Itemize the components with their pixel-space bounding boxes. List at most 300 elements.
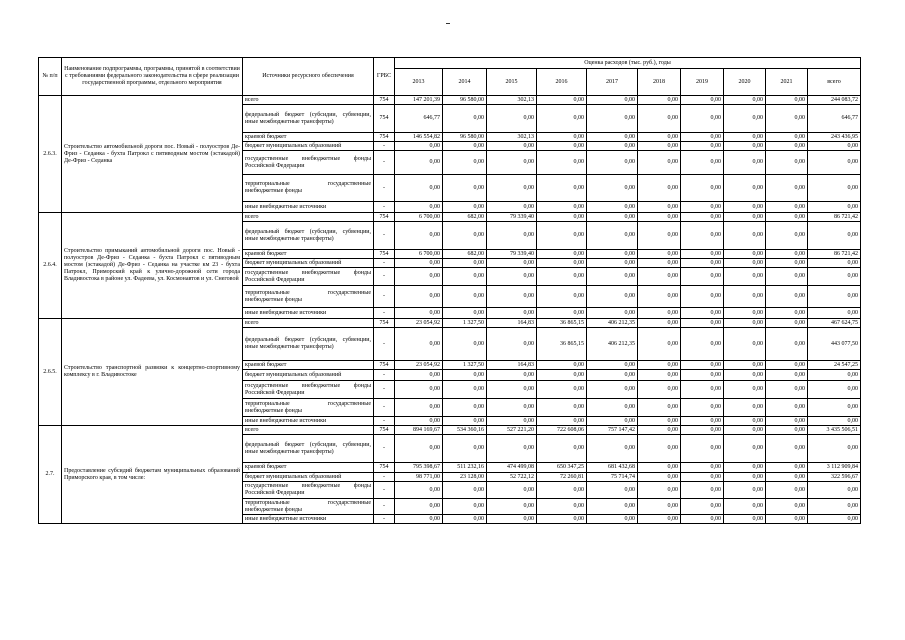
amount-cell-2018: 0,00 xyxy=(638,142,681,151)
amount-cell-2020: 0,00 xyxy=(724,515,766,524)
amount-cell-2017: 0,00 xyxy=(587,175,638,202)
amount-cell-2020: 0,00 xyxy=(724,105,766,133)
amount-cell-2018: 0,00 xyxy=(638,381,681,399)
amount-cell-2019: 0,00 xyxy=(681,463,724,473)
amount-cell-2014: 0,00 xyxy=(443,151,487,175)
amount-cell-2021: 0,00 xyxy=(766,96,808,105)
header-name: Наименование подпрограммы, программы, принятой в соответствии с требованиями федерального законодательства в сфере реализации государственной программы, отдельного мероприятия xyxy=(62,58,243,96)
item-number: 2.6.3. xyxy=(39,96,62,213)
amount-cell-2015: 0,00 xyxy=(487,417,537,426)
amount-cell-всего: 646,77 xyxy=(808,105,861,133)
amount-cell-всего: 0,00 xyxy=(808,417,861,426)
amount-cell-всего: 0,00 xyxy=(808,482,861,499)
amount-cell-2016: 722 608,06 xyxy=(537,426,587,435)
amount-cell-2017: 0,00 xyxy=(587,268,638,286)
funding-source: краевой бюджет xyxy=(243,250,374,259)
amount-cell-2013: 0,00 xyxy=(395,268,443,286)
amount-cell-2021: 0,00 xyxy=(766,417,808,426)
amount-cell-2020: 0,00 xyxy=(724,463,766,473)
grbs-code: - xyxy=(374,328,395,361)
amount-cell-2019: 0,00 xyxy=(681,175,724,202)
amount-cell-всего: 0,00 xyxy=(808,499,861,515)
amount-cell-2018: 0,00 xyxy=(638,105,681,133)
amount-cell-2021: 0,00 xyxy=(766,175,808,202)
amount-cell-2017: 757 147,42 xyxy=(587,426,638,435)
funding-source: территориальные государственные внебюджетные фонды xyxy=(243,399,374,417)
amount-cell-2017: 0,00 xyxy=(587,133,638,142)
item-name: Строительство автомобильной дороги пос. Новый - полуостров Де-Фриз - Седанка - бухта Патрокл с пятиводным мостом (эстакадой) Де-Фриз - Седанка xyxy=(62,96,243,213)
amount-cell-2014: 0,00 xyxy=(443,286,487,308)
amount-cell-2015: 164,83 xyxy=(487,361,537,370)
grbs-code: - xyxy=(374,381,395,399)
amount-cell-2019: 0,00 xyxy=(681,435,724,463)
grbs-code: 754 xyxy=(374,319,395,328)
amount-cell-2016: 0,00 xyxy=(537,268,587,286)
amount-cell-2016: 0,00 xyxy=(537,142,587,151)
amount-cell-2019: 0,00 xyxy=(681,370,724,381)
header-year-3: 2015 xyxy=(487,69,537,96)
amount-cell-2016: 0,00 xyxy=(537,175,587,202)
amount-cell-2020: 0,00 xyxy=(724,96,766,105)
amount-cell-всего: 3 112 909,84 xyxy=(808,463,861,473)
amount-cell-2016: 0,00 xyxy=(537,105,587,133)
amount-cell-2013: 0,00 xyxy=(395,515,443,524)
amount-cell-2013: 0,00 xyxy=(395,381,443,399)
amount-cell-2016: 0,00 xyxy=(537,435,587,463)
amount-cell-всего: 0,00 xyxy=(808,175,861,202)
amount-cell-всего: 86 721,42 xyxy=(808,213,861,222)
amount-cell-2017: 0,00 xyxy=(587,259,638,268)
amount-cell-2020: 0,00 xyxy=(724,213,766,222)
amount-cell-2015: 302,13 xyxy=(487,133,537,142)
funding-source: государственные внебюджетные фонды Российской Федерации xyxy=(243,482,374,499)
amount-cell-2014: 1 327,50 xyxy=(443,319,487,328)
amount-cell-2020: 0,00 xyxy=(724,499,766,515)
amount-cell-2016: 0,00 xyxy=(537,250,587,259)
amount-cell-2021: 0,00 xyxy=(766,151,808,175)
amount-cell-2013: 0,00 xyxy=(395,308,443,319)
amount-cell-2016: 0,00 xyxy=(537,222,587,250)
amount-cell-2014: 0,00 xyxy=(443,435,487,463)
amount-cell-2017: 0,00 xyxy=(587,435,638,463)
funding-source: иные внебюджетные источники xyxy=(243,308,374,319)
amount-cell-2020: 0,00 xyxy=(724,286,766,308)
amount-cell-2018: 0,00 xyxy=(638,515,681,524)
amount-cell-2014: 0,00 xyxy=(443,268,487,286)
table-row xyxy=(39,96,861,105)
funding-source: федеральный бюджет (субсидии, субвенции, иные межбюджетные трансферты) xyxy=(243,435,374,463)
amount-cell-2020: 0,00 xyxy=(724,381,766,399)
amount-cell-2018: 0,00 xyxy=(638,328,681,361)
amount-cell-2021: 0,00 xyxy=(766,105,808,133)
grbs-code: - xyxy=(374,399,395,417)
amount-cell-2020: 0,00 xyxy=(724,482,766,499)
funding-source: государственные внебюджетные фонды Российской Федерации xyxy=(243,151,374,175)
amount-cell-2013: 0,00 xyxy=(395,328,443,361)
grbs-code: - xyxy=(374,435,395,463)
amount-cell-2013: 646,77 xyxy=(395,105,443,133)
funding-source: всего xyxy=(243,319,374,328)
amount-cell-всего: 24 547,25 xyxy=(808,361,861,370)
amount-cell-2020: 0,00 xyxy=(724,426,766,435)
amount-cell-2018: 0,00 xyxy=(638,175,681,202)
funding-source: территориальные государственные внебюджетные фонды xyxy=(243,286,374,308)
amount-cell-2020: 0,00 xyxy=(724,142,766,151)
amount-cell-2015: 0,00 xyxy=(487,328,537,361)
amount-cell-2014: 0,00 xyxy=(443,417,487,426)
amount-cell-всего: 0,00 xyxy=(808,370,861,381)
amount-cell-2014: 511 232,16 xyxy=(443,463,487,473)
grbs-code: 754 xyxy=(374,105,395,133)
amount-cell-2017: 0,00 xyxy=(587,515,638,524)
header-year-5: 2017 xyxy=(587,69,638,96)
amount-cell-2016: 0,00 xyxy=(537,151,587,175)
funding-source: федеральный бюджет (субсидии, субвенции, иные межбюджетные трансферты) xyxy=(243,222,374,250)
amount-cell-всего: 86 721,42 xyxy=(808,250,861,259)
item-name: Предоставление субсидий бюджетам муниципальных образований Приморского края, в том числе: xyxy=(62,426,243,524)
grbs-code: - xyxy=(374,286,395,308)
amount-cell-2016: 0,00 xyxy=(537,308,587,319)
amount-cell-2019: 0,00 xyxy=(681,133,724,142)
grbs-code: - xyxy=(374,370,395,381)
amount-cell-2013: 894 169,67 xyxy=(395,426,443,435)
grbs-code: 754 xyxy=(374,361,395,370)
amount-cell-всего: 443 077,50 xyxy=(808,328,861,361)
amount-cell-2018: 0,00 xyxy=(638,259,681,268)
funding-source: бюджет муниципальных образований xyxy=(243,142,374,151)
amount-cell-2015: 0,00 xyxy=(487,142,537,151)
amount-cell-2016: 0,00 xyxy=(537,259,587,268)
amount-cell-2013: 147 201,39 xyxy=(395,96,443,105)
amount-cell-2015: 0,00 xyxy=(487,286,537,308)
amount-cell-2021: 0,00 xyxy=(766,482,808,499)
amount-cell-2019: 0,00 xyxy=(681,515,724,524)
amount-cell-всего: 0,00 xyxy=(808,308,861,319)
grbs-code: 754 xyxy=(374,133,395,142)
amount-cell-всего: 0,00 xyxy=(808,151,861,175)
amount-cell-2016: 0,00 xyxy=(537,133,587,142)
amount-cell-2017: 0,00 xyxy=(587,286,638,308)
funding-source: иные внебюджетные источники xyxy=(243,417,374,426)
amount-cell-2015: 164,83 xyxy=(487,319,537,328)
amount-cell-2021: 0,00 xyxy=(766,250,808,259)
amount-cell-2014: 0,00 xyxy=(443,105,487,133)
amount-cell-2019: 0,00 xyxy=(681,381,724,399)
funding-source: краевой бюджет xyxy=(243,463,374,473)
amount-cell-2013: 0,00 xyxy=(395,370,443,381)
funding-source: всего xyxy=(243,426,374,435)
header-year-4: 2016 xyxy=(537,69,587,96)
grbs-code: - xyxy=(374,151,395,175)
amount-cell-2019: 0,00 xyxy=(681,96,724,105)
amount-cell-2018: 0,00 xyxy=(638,417,681,426)
amount-cell-2018: 0,00 xyxy=(638,268,681,286)
amount-cell-2014: 96 580,00 xyxy=(443,96,487,105)
amount-cell-2017: 0,00 xyxy=(587,482,638,499)
amount-cell-2021: 0,00 xyxy=(766,463,808,473)
amount-cell-2020: 0,00 xyxy=(724,370,766,381)
amount-cell-2014: 0,00 xyxy=(443,142,487,151)
grbs-code: 754 xyxy=(374,213,395,222)
amount-cell-2017: 0,00 xyxy=(587,96,638,105)
amount-cell-2015: 302,13 xyxy=(487,96,537,105)
table-row xyxy=(39,213,861,222)
amount-cell-2018: 0,00 xyxy=(638,463,681,473)
header-year-6: 2018 xyxy=(638,69,681,96)
amount-cell-2016: 0,00 xyxy=(537,417,587,426)
amount-cell-всего: 0,00 xyxy=(808,142,861,151)
header-year-7: 2019 xyxy=(681,69,724,96)
amount-cell-2014: 0,00 xyxy=(443,399,487,417)
amount-cell-2019: 0,00 xyxy=(681,426,724,435)
amount-cell-всего: 244 083,72 xyxy=(808,96,861,105)
amount-cell-2014: 682,00 xyxy=(443,213,487,222)
amount-cell-2017: 0,00 xyxy=(587,142,638,151)
amount-cell-2013: 146 554,82 xyxy=(395,133,443,142)
header-grbs: ГРБС xyxy=(374,58,395,96)
funding-source: бюджет муниципальных образований xyxy=(243,473,374,482)
amount-cell-2021: 0,00 xyxy=(766,259,808,268)
amount-cell-2019: 0,00 xyxy=(681,319,724,328)
amount-cell-2013: 6 700,00 xyxy=(395,213,443,222)
amount-cell-2013: 0,00 xyxy=(395,202,443,213)
amount-cell-2019: 0,00 xyxy=(681,361,724,370)
amount-cell-2015: 0,00 xyxy=(487,308,537,319)
amount-cell-2019: 0,00 xyxy=(681,308,724,319)
amount-cell-2021: 0,00 xyxy=(766,399,808,417)
amount-cell-2019: 0,00 xyxy=(681,482,724,499)
amount-cell-2015: 0,00 xyxy=(487,151,537,175)
grbs-code: - xyxy=(374,308,395,319)
amount-cell-2014: 23 128,00 xyxy=(443,473,487,482)
amount-cell-2018: 0,00 xyxy=(638,426,681,435)
amount-cell-2016: 72 260,81 xyxy=(537,473,587,482)
amount-cell-2018: 0,00 xyxy=(638,96,681,105)
amount-cell-2015: 0,00 xyxy=(487,222,537,250)
amount-cell-2021: 0,00 xyxy=(766,361,808,370)
funding-source: иные внебюджетные источники xyxy=(243,202,374,213)
header-year-9: 2021 xyxy=(766,69,808,96)
grbs-code: - xyxy=(374,202,395,213)
grbs-code: 754 xyxy=(374,463,395,473)
amount-cell-2020: 0,00 xyxy=(724,473,766,482)
amount-cell-2018: 0,00 xyxy=(638,499,681,515)
amount-cell-2019: 0,00 xyxy=(681,151,724,175)
amount-cell-2021: 0,00 xyxy=(766,268,808,286)
amount-cell-2017: 0,00 xyxy=(587,151,638,175)
amount-cell-всего: 0,00 xyxy=(808,268,861,286)
grbs-code: - xyxy=(374,175,395,202)
header-row-top xyxy=(39,58,861,69)
amount-cell-2013: 6 700,00 xyxy=(395,250,443,259)
funding-source: территориальные государственные внебюджетные фонды xyxy=(243,499,374,515)
amount-cell-2021: 0,00 xyxy=(766,499,808,515)
grbs-code: - xyxy=(374,142,395,151)
amount-cell-2018: 0,00 xyxy=(638,286,681,308)
amount-cell-2013: 23 054,92 xyxy=(395,319,443,328)
amount-cell-2017: 681 432,68 xyxy=(587,463,638,473)
amount-cell-2016: 36 865,15 xyxy=(537,319,587,328)
amount-cell-2016: 0,00 xyxy=(537,499,587,515)
amount-cell-2013: 23 054,92 xyxy=(395,361,443,370)
amount-cell-2017: 0,00 xyxy=(587,213,638,222)
amount-cell-2016: 0,00 xyxy=(537,286,587,308)
amount-cell-всего: 0,00 xyxy=(808,515,861,524)
grbs-code: - xyxy=(374,268,395,286)
amount-cell-2019: 0,00 xyxy=(681,105,724,133)
amount-cell-2019: 0,00 xyxy=(681,142,724,151)
amount-cell-2018: 0,00 xyxy=(638,250,681,259)
amount-cell-2015: 79 339,40 xyxy=(487,213,537,222)
amount-cell-2015: 0,00 xyxy=(487,259,537,268)
funding-source: бюджет муниципальных образований xyxy=(243,259,374,268)
amount-cell-2021: 0,00 xyxy=(766,435,808,463)
expense-table xyxy=(38,57,861,524)
amount-cell-2015: 0,00 xyxy=(487,499,537,515)
amount-cell-2016: 650 347,25 xyxy=(537,463,587,473)
grbs-code: - xyxy=(374,222,395,250)
amount-cell-всего: 0,00 xyxy=(808,381,861,399)
amount-cell-2016: 0,00 xyxy=(537,213,587,222)
amount-cell-2017: 0,00 xyxy=(587,417,638,426)
amount-cell-2018: 0,00 xyxy=(638,482,681,499)
amount-cell-2019: 0,00 xyxy=(681,473,724,482)
amount-cell-2016: 0,00 xyxy=(537,381,587,399)
amount-cell-2020: 0,00 xyxy=(724,328,766,361)
amount-cell-2015: 0,00 xyxy=(487,268,537,286)
amount-cell-2021: 0,00 xyxy=(766,308,808,319)
item-name: Строительство примыканий автомобильной дороги пос. Новый - полуостров Де-Фриз - Седанка - бухта Патрокл с пятиводным мостом (эстакадой) Де-Фриз - Седанка на участке км 23 - бухта Патрокл, Приморский край к улично-дорожной сети города Владивостока в районе ул. Фадеева, ул. Космонавтов и ул. Снеговой xyxy=(62,213,243,319)
amount-cell-2013: 0,00 xyxy=(395,435,443,463)
funding-source: государственные внебюджетные фонды Российской Федерации xyxy=(243,381,374,399)
funding-source: иные внебюджетные источники xyxy=(243,515,374,524)
funding-source: всего xyxy=(243,96,374,105)
amount-cell-2019: 0,00 xyxy=(681,286,724,308)
amount-cell-2019: 0,00 xyxy=(681,399,724,417)
amount-cell-2014: 0,00 xyxy=(443,328,487,361)
amount-cell-2013: 0,00 xyxy=(395,175,443,202)
amount-cell-всего: 467 624,75 xyxy=(808,319,861,328)
amount-cell-2021: 0,00 xyxy=(766,381,808,399)
amount-cell-2020: 0,00 xyxy=(724,417,766,426)
grbs-code: 754 xyxy=(374,96,395,105)
amount-cell-2020: 0,00 xyxy=(724,435,766,463)
amount-cell-2015: 0,00 xyxy=(487,370,537,381)
header-year-8: 2020 xyxy=(724,69,766,96)
amount-cell-всего: 0,00 xyxy=(808,259,861,268)
amount-cell-2015: 52 722,12 xyxy=(487,473,537,482)
amount-cell-2016: 0,00 xyxy=(537,399,587,417)
amount-cell-2021: 0,00 xyxy=(766,319,808,328)
amount-cell-2014: 0,00 xyxy=(443,499,487,515)
amount-cell-всего: 0,00 xyxy=(808,399,861,417)
funding-source: бюджет муниципальных образований xyxy=(243,370,374,381)
amount-cell-2020: 0,00 xyxy=(724,250,766,259)
amount-cell-2018: 0,00 xyxy=(638,151,681,175)
amount-cell-2013: 98 771,00 xyxy=(395,473,443,482)
amount-cell-2016: 0,00 xyxy=(537,482,587,499)
amount-cell-2014: 0,00 xyxy=(443,222,487,250)
amount-cell-2013: 0,00 xyxy=(395,151,443,175)
amount-cell-2017: 0,00 xyxy=(587,202,638,213)
amount-cell-2017: 0,00 xyxy=(587,499,638,515)
amount-cell-2019: 0,00 xyxy=(681,259,724,268)
amount-cell-2018: 0,00 xyxy=(638,399,681,417)
amount-cell-2017: 0,00 xyxy=(587,222,638,250)
amount-cell-всего: 0,00 xyxy=(808,435,861,463)
amount-cell-всего: 0,00 xyxy=(808,286,861,308)
amount-cell-2015: 0,00 xyxy=(487,175,537,202)
amount-cell-2019: 0,00 xyxy=(681,213,724,222)
amount-cell-2018: 0,00 xyxy=(638,319,681,328)
amount-cell-2017: 0,00 xyxy=(587,361,638,370)
amount-cell-2014: 534 360,16 xyxy=(443,426,487,435)
amount-cell-2018: 0,00 xyxy=(638,308,681,319)
amount-cell-всего: 0,00 xyxy=(808,202,861,213)
item-name: Строительство транспортной развязки к концертно-спортивному комплексу в г. Владивостоке xyxy=(62,319,243,426)
grbs-code: - xyxy=(374,417,395,426)
amount-cell-2015: 0,00 xyxy=(487,515,537,524)
table-row xyxy=(39,319,861,328)
amount-cell-2014: 0,00 xyxy=(443,370,487,381)
grbs-code: - xyxy=(374,473,395,482)
amount-cell-2018: 0,00 xyxy=(638,435,681,463)
amount-cell-2016: 0,00 xyxy=(537,370,587,381)
amount-cell-2019: 0,00 xyxy=(681,222,724,250)
amount-cell-2018: 0,00 xyxy=(638,473,681,482)
amount-cell-2013: 0,00 xyxy=(395,222,443,250)
funding-source: краевой бюджет xyxy=(243,133,374,142)
amount-cell-всего: 0,00 xyxy=(808,222,861,250)
amount-cell-2021: 0,00 xyxy=(766,133,808,142)
header-year-2: 2014 xyxy=(443,69,487,96)
amount-cell-2018: 0,00 xyxy=(638,202,681,213)
amount-cell-2016: 0,00 xyxy=(537,361,587,370)
amount-cell-2014: 0,00 xyxy=(443,515,487,524)
grbs-code: 754 xyxy=(374,426,395,435)
amount-cell-2021: 0,00 xyxy=(766,286,808,308)
amount-cell-2015: 0,00 xyxy=(487,482,537,499)
amount-cell-2016: 0,00 xyxy=(537,96,587,105)
amount-cell-2019: 0,00 xyxy=(681,250,724,259)
amount-cell-2015: 527 221,20 xyxy=(487,426,537,435)
header-source: Источники ресурсного обеспечения xyxy=(243,58,374,96)
item-number: 2.6.4. xyxy=(39,213,62,319)
amount-cell-2013: 0,00 xyxy=(395,482,443,499)
amount-cell-2021: 0,00 xyxy=(766,473,808,482)
amount-cell-2015: 0,00 xyxy=(487,381,537,399)
amount-cell-2016: 0,00 xyxy=(537,202,587,213)
amount-cell-2021: 0,00 xyxy=(766,328,808,361)
amount-cell-2020: 0,00 xyxy=(724,399,766,417)
amount-cell-2018: 0,00 xyxy=(638,361,681,370)
amount-cell-2014: 1 327,50 xyxy=(443,361,487,370)
header-estimate: Оценка расходов (тыс. руб.), годы xyxy=(395,58,861,69)
amount-cell-2014: 682,00 xyxy=(443,250,487,259)
amount-cell-2020: 0,00 xyxy=(724,308,766,319)
funding-source: территориальные государственные внебюджетные фонды xyxy=(243,175,374,202)
amount-cell-2014: 0,00 xyxy=(443,482,487,499)
amount-cell-2020: 0,00 xyxy=(724,133,766,142)
amount-cell-2014: 0,00 xyxy=(443,259,487,268)
amount-cell-2017: 406 212,35 xyxy=(587,328,638,361)
amount-cell-2016: 36 865,15 xyxy=(537,328,587,361)
header-year-1: 2013 xyxy=(395,69,443,96)
amount-cell-2020: 0,00 xyxy=(724,361,766,370)
amount-cell-2017: 0,00 xyxy=(587,308,638,319)
amount-cell-2021: 0,00 xyxy=(766,515,808,524)
amount-cell-2020: 0,00 xyxy=(724,319,766,328)
